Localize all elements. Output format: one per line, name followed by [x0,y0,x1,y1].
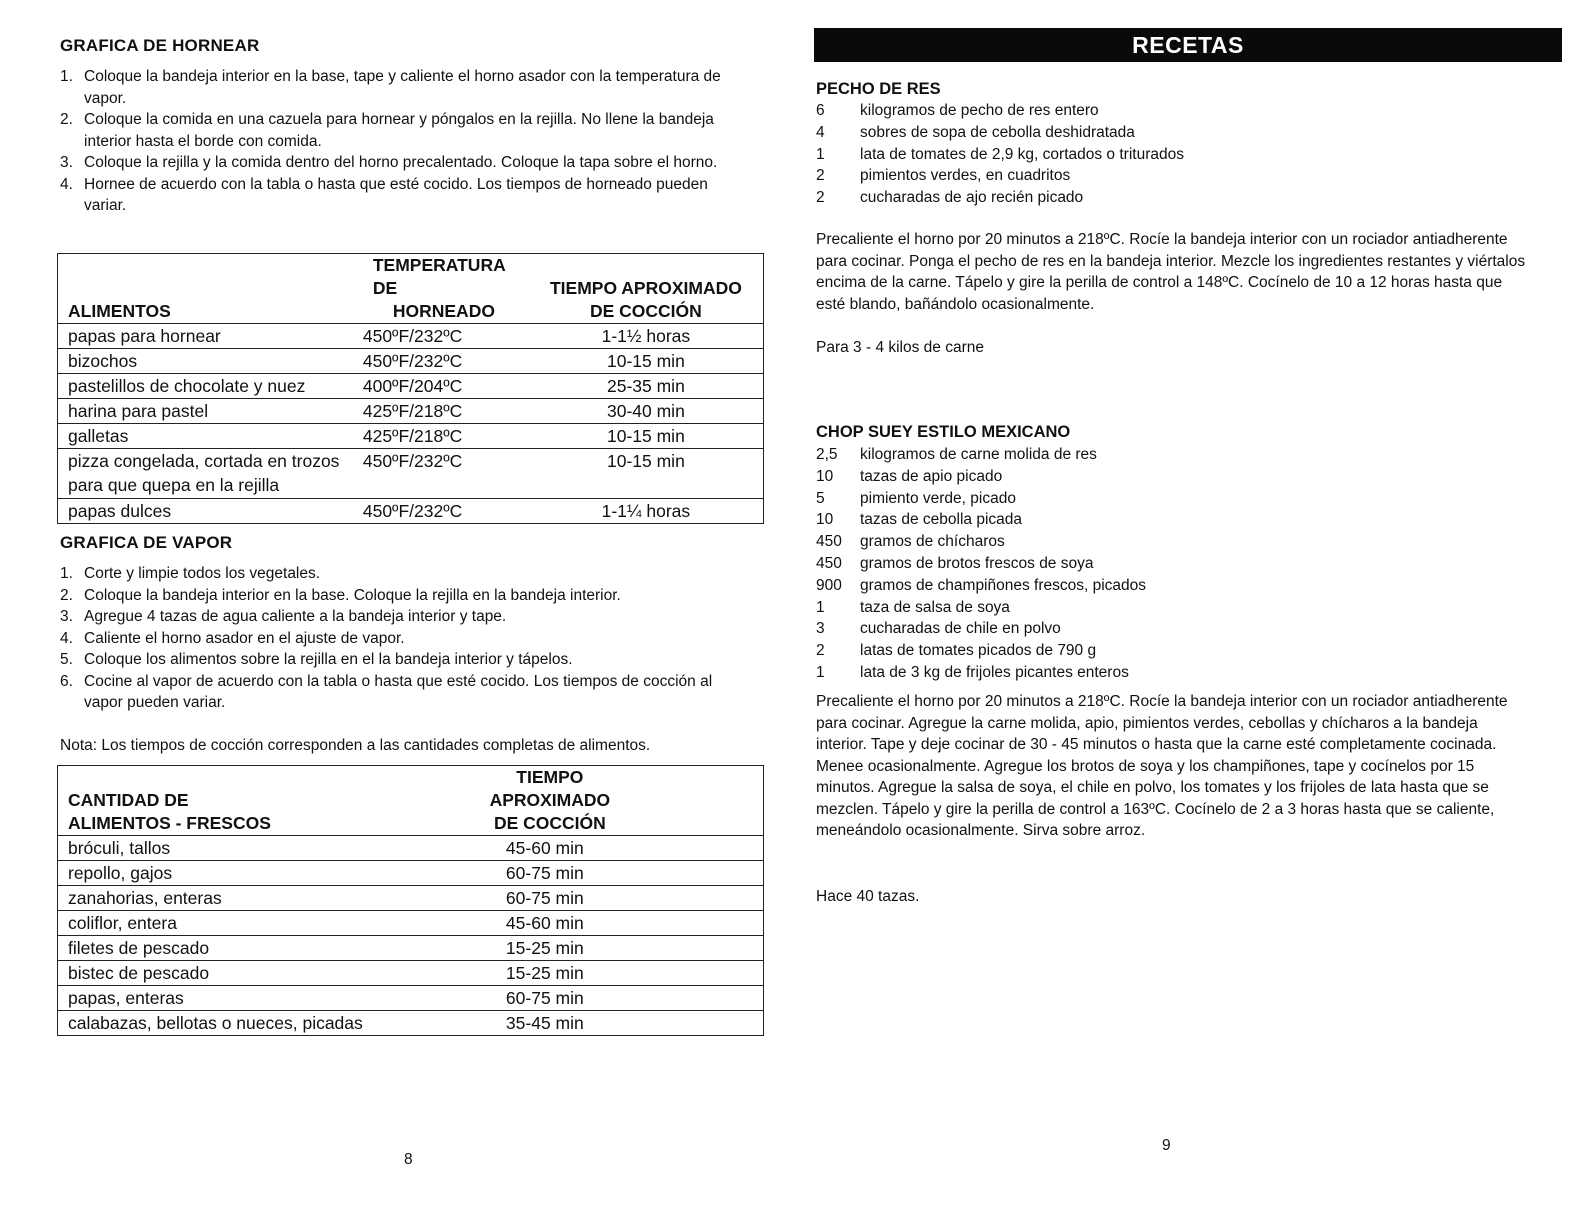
ingredient-qty: 10 [816,511,834,529]
food-cell: zanahorias, enteras [58,886,447,911]
table-row [58,374,764,399]
step-text: Agregue 4 tazas de agua caliente a la bandeja interior y tape. [84,608,507,625]
page-number-right: 9 [1162,1137,1171,1154]
ingredient-qty: 4 [816,123,825,141]
ingredient-qty: 1 [816,145,825,163]
food-cell: papas para hornear [58,324,363,349]
ingredient-qty: 2 [816,167,825,185]
step-number: 5. [60,651,73,668]
steam-step [60,585,740,607]
list-item [816,640,1146,662]
steam-steps-list [60,563,740,714]
baking-step [60,174,740,217]
food-cell: coliflor, entera [58,911,447,936]
food-cell: pizza congelada, cortada en trozos para que quepa en la rejilla [58,449,363,499]
temperature-cell: 400ºF/204ºC [363,374,529,399]
ingredient-qty: 450 [816,554,842,572]
ingredient-item: pimientos verdes, en cuadritos [860,167,1071,185]
header-cantidad: CANTIDAD DE ALIMENTOS - FRESCOS [58,766,447,836]
recipe-yield: Hace 40 tazas. [816,888,920,905]
baking-steps-list [60,66,740,217]
ingredient-item: pimiento verde, picado [860,489,1016,507]
list-item [816,618,1146,640]
ingredient-item: gramos de brotos frescos de soya [860,554,1094,572]
step-text: Coloque la bandeja interior en la base, tape y caliente el horno asador con la temperatura de vapor. [84,68,721,107]
ingredient-qty: 10 [816,467,834,485]
step-number: 6. [60,672,73,690]
food-cell: papas dulces [58,499,363,524]
table-row [58,961,764,986]
time-cell: 60-75 min [447,886,764,911]
steam-step [60,649,740,671]
ingredient-item: gramos de champiñones frescos, picados [860,576,1147,594]
steam-step [60,628,740,650]
step-text: Cocine al vapor de acuerdo con la tabla o hasta que esté cocido. Los tiempos de cocción al vapor pueden variar. [84,672,713,711]
food-cell: bistec de pescado [58,961,447,986]
time-cell: 45-60 min [447,836,764,861]
list-item [816,444,1146,466]
steam-table [57,765,764,1036]
ingredient-qty: 6 [816,102,825,119]
list-item [816,662,1146,684]
ingredient-qty: 2 [816,189,825,207]
list-item [816,597,1146,619]
ingredient-qty: 2 [816,642,825,660]
ingredient-qty: 2,5 [816,446,838,463]
steam-note: Nota: Los tiempos de cocción corresponden a las cantidades completas de alimentos. [60,737,651,754]
time-cell: 60-75 min [447,986,764,1011]
table-row [58,424,764,449]
list-item [816,531,1146,553]
ingredient-qty: 5 [816,489,825,507]
steam-step [60,606,740,628]
time-cell: 10-15 min [529,449,764,499]
list-item [816,553,1146,575]
temperature-cell: 450ºF/232ºC [363,449,529,499]
ingredient-qty: 900 [816,576,842,594]
step-text: Coloque la bandeja interior en la base. Coloque la rejilla en la bandeja interior. [84,586,621,604]
list-item [816,144,1184,166]
ingredient-qty: 1 [816,663,825,681]
ingredient-item: latas de tomates picados de 790 g [860,642,1097,660]
food-cell: galletas [58,424,363,449]
food-cell: papas, enteras [58,986,447,1011]
steam-step [60,671,740,714]
time-cell: 25-35 min [529,374,764,399]
ingredient-qty: 450 [816,533,842,551]
time-cell: 45-60 min [447,911,764,936]
time-cell: 10-15 min [529,424,764,449]
step-number: 4. [60,175,73,193]
ingredient-qty: 3 [816,620,825,638]
list-item [816,165,1184,187]
step-text: Corte y limpie todos los vegetales. [84,565,321,582]
list-item [816,122,1184,144]
table-row [58,986,764,1011]
food-cell: pastelillos de chocolate y nuez [58,374,363,399]
right-page [792,0,1584,1222]
header-tiempo: TIEMPO APROXIMADO DE COCCIÓN [529,254,764,324]
food-cell: calabazas, bellotas o nueces, picadas [58,1011,447,1036]
ingredients-list [816,100,1184,209]
step-number: 2. [60,586,73,604]
food-cell: repollo, gajos [58,861,447,886]
recipe-title-pecho-de-res: PECHO DE RES [816,80,941,98]
baking-step [60,109,740,152]
temperature-cell: 450ºF/232ºC [363,349,529,374]
temperature-cell: 425ºF/218ºC [363,399,529,424]
table-row [58,399,764,424]
list-item [816,488,1146,510]
recipe-yield: Para 3 - 4 kilos de carne [816,339,985,356]
ingredients-list [816,444,1146,684]
ingredient-item: tazas de cebolla picada [860,511,1023,529]
ingredient-item: gramos de chícharos [860,533,1005,551]
time-cell: 35-45 min [447,1011,764,1036]
time-cell: 15-25 min [447,936,764,961]
time-cell: 1-1½ horas [529,324,764,349]
step-number: 1. [60,565,73,582]
ingredient-qty: 1 [816,598,825,616]
ingredient-item: kilogramos de pecho de res entero [860,102,1099,119]
list-item [816,100,1184,122]
table-row [58,349,764,374]
table-row [58,1011,764,1036]
table-row [58,449,764,499]
baking-table [57,253,764,524]
ingredient-item: lata de tomates de 2,9 kg, cortados o triturados [860,145,1184,163]
table-row [58,886,764,911]
recipe-title-chop-suey: CHOP SUEY ESTILO MEXICANO [816,423,1071,441]
steam-chart-title: GRAFICA DE VAPOR [60,533,233,552]
food-cell: bróculi, tallos [58,836,447,861]
ingredient-item: lata de 3 kg de frijoles picantes enteros [860,663,1129,681]
baking-step [60,152,740,174]
table-header-row [58,766,764,836]
ingredient-item: tazas de apio picado [860,467,1003,485]
list-item [816,575,1146,597]
header-tiempo: TIEMPO APROXIMADO DE COCCIÓN [447,766,764,836]
ingredient-item: taza de salsa de soya [860,598,1010,616]
ingredient-item: cucharadas de ajo recién picado [860,189,1084,207]
list-item [816,187,1184,209]
steam-step [60,563,740,585]
table-row [58,324,764,349]
temperature-cell: 425ºF/218ºC [363,424,529,449]
step-number: 2. [60,111,73,128]
time-cell: 30-40 min [529,399,764,424]
header-alimentos: ALIMENTOS [58,254,363,324]
list-item [816,466,1146,488]
baking-step [60,66,740,109]
time-cell: 1-1¼ horas [529,499,764,524]
recipe-instructions: Precaliente el horno por 20 minutos a 218ºC. Rocíe la bandeja interior con un rociador antiadherente para cocinar. Ponga el pecho de res en la bandeja interior. Mezcle los ingredientes restantes y viértalos encima de la carne. Tápelo y gire la perilla de control a 148ºC. Cocínelo de 10 a 12 horas hasta que esté blando, bañándolo ocasionalmente. [816,231,1526,313]
ingredient-item: kilogramos de carne molida de res [860,446,1097,463]
step-number: 3. [60,608,73,625]
step-number: 3. [60,154,73,171]
food-cell: harina para pastel [58,399,363,424]
step-text: Caliente el horno asador en el ajuste de vapor. [84,629,405,647]
table-row [58,911,764,936]
step-number: 4. [60,629,73,647]
table-row [58,861,764,886]
table-row [58,836,764,861]
time-cell: 60-75 min [447,861,764,886]
ingredient-item: sobres de sopa de cebolla deshidratada [860,123,1135,141]
step-text: Coloque la comida en una cazuela para hornear y póngalos en la rejilla. No llene la bandeja interior hasta el borde con comida. [84,111,714,150]
temperature-cell: 450ºF/232ºC [363,499,529,524]
page-number-left: 8 [404,1151,413,1168]
list-item [816,509,1146,531]
table-row [58,936,764,961]
food-cell: bizochos [58,349,363,374]
recipe-instructions: Precaliente el horno por 20 minutos a 218ºC. Rocíe la bandeja interior con un rociador antiadherente para cocinar. Agregue la carne molida, apio, pimientos verdes, cebollas y chícharos a la bandeja interior. Tape y deje cocinar de 30 - 45 minutos o hasta que la carne esté completamente cocinada. Menee ocasionalmente. Agregue los brotos de soya y los champiñones, tape y cocínelos por 15 minutos. Agregue la salsa de soya, el chile en polvo, los tomates y los frijoles de lata hasta que se mezclen. Tápelo y gire la perilla de control a 163ºC. Cocínelo de 2 a 3 horas hasta que se caliente, meneándolo ocasionalmente. Sirva sobre arroz. [816,693,1508,839]
step-text: Coloque la rejilla y la comida dentro del horno precalentado. Coloque la tapa sobre el horno. [84,154,718,171]
table-header-row [58,254,764,324]
time-cell: 15-25 min [447,961,764,986]
step-text: Hornee de acuerdo con la tabla o hasta que esté cocido. Los tiempos de horneado pueden variar. [84,175,708,214]
ingredient-item: cucharadas de chile en polvo [860,620,1061,638]
step-number: 1. [60,68,73,85]
time-cell: 10-15 min [529,349,764,374]
header-temperatura: TEMPERATURA DE HORNEADO [363,254,529,324]
baking-chart-title: GRAFICA DE HORNEAR [60,36,260,55]
temperature-cell: 450ºF/232ºC [363,324,529,349]
table-row [58,499,764,524]
food-cell: filetes de pescado [58,936,447,961]
step-text: Coloque los alimentos sobre la rejilla en el la bandeja interior y tápelos. [84,651,573,668]
recipes-banner: RECETAS [814,28,1562,62]
